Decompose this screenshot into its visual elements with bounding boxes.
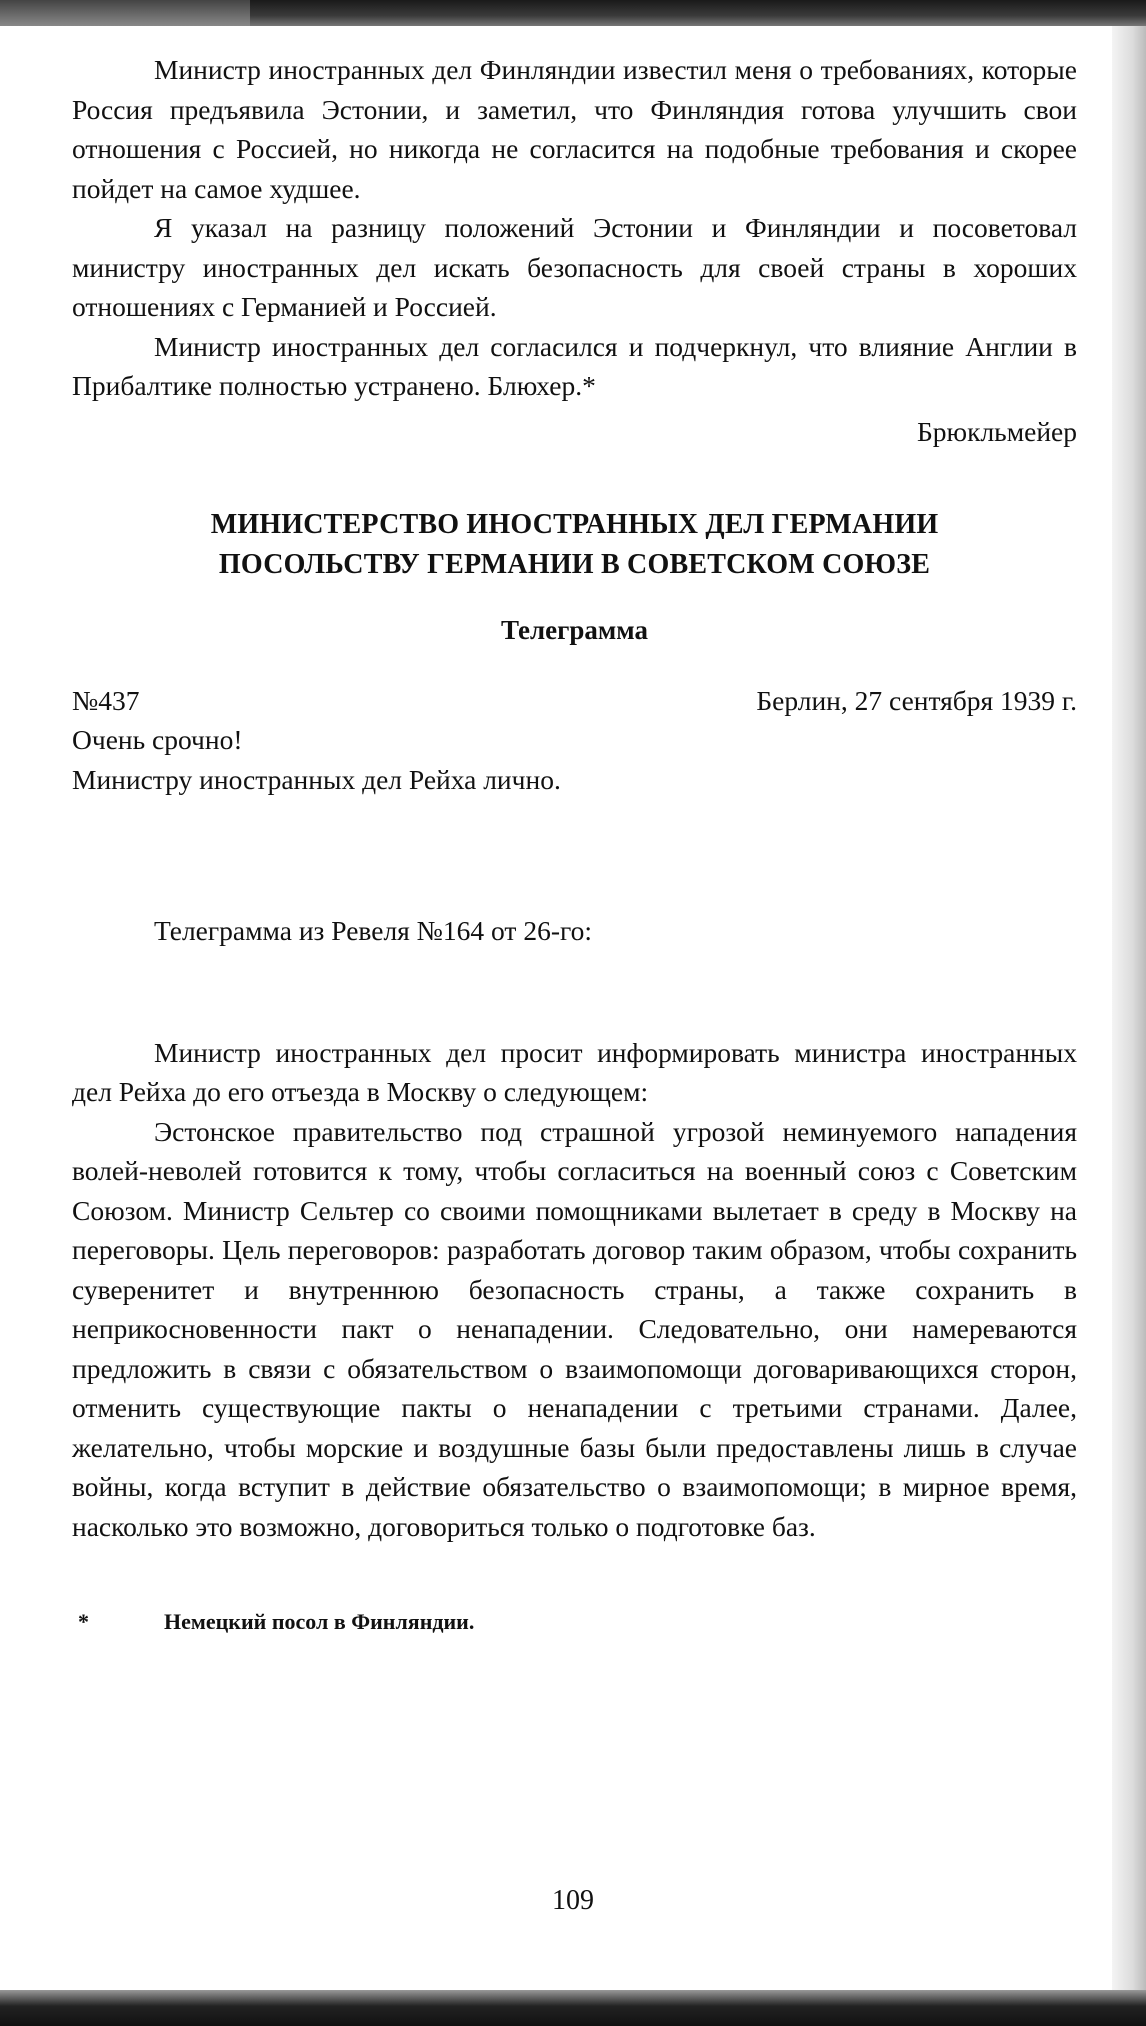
heading-line-2: ПОСОЛЬСТВУ ГЕРМАНИИ В СОВЕТСКОМ СОЮЗЕ xyxy=(218,549,931,580)
footnote-mark: * xyxy=(78,1609,89,1634)
telegram-number-row xyxy=(72,681,1077,721)
scan-bottom-edge xyxy=(0,1990,1146,2026)
telegram-body xyxy=(72,1033,1077,1547)
addressee: Министру иностранных дел Рейха лично. xyxy=(72,763,561,795)
paragraph-3: Министр иностранных дел согласился и подчеркнул, что влияние Англии в Прибалтике полностью устранено. Блюхер.* xyxy=(72,330,1077,401)
page-number: 109 xyxy=(552,1885,594,1916)
signature: Брюкльмейер xyxy=(917,415,1077,447)
scan-top-edge xyxy=(0,0,1146,26)
footnote xyxy=(72,1602,1077,1642)
paragraph-2: Я указал на разницу положений Эстонии и Финляндии и посоветовал министру иностранных дел искать безопасность для своей страны в хороших отношениях с Германией и Россией. xyxy=(72,212,1077,322)
scan-right-edge xyxy=(1112,26,1146,1990)
document-type: Телеграмма xyxy=(501,615,648,645)
urgency-note: Очень срочно! xyxy=(72,724,243,755)
telegram-subject: Телеграмма из Ревеля №164 от 26-го: xyxy=(154,915,592,946)
body-paragraph-1: Министр иностранных дел просит информировать министра иностранных дел Рейха до его отъезда в Москву о следующем: xyxy=(72,1036,1077,1107)
body-paragraph-2: Эстонское правительство под страшной угрозой неминуемого нападения волей-неволей готовится к тому, чтобы согласиться на военный союз с Советским Союзом. Министр Сельтер со своими помощниками вылетает в среду в Москву на переговоры. Цель переговоров: разработать договор таким образом, чтобы сохранить суверенитет и внутреннюю безопасность страны, а также сохранить в неприкосновенности пакт о ненападении. Следовательно, они намереваются предложить в связи с обязательством о взаимопомощи договаривающихся сторон, отменить существующие пакты о ненападении с третьими странами. Далее, желательно, чтобы морские и воздушные базы были предоставлены лишь в случае войны, когда вступит в действие обязательство о взаимопомощи; в мирное время, насколько это возможно, договориться только о подготовке баз. xyxy=(72,1115,1077,1542)
paragraph-1: Министр иностранных дел Финляндии известил меня о требованиях, которые Россия предъявила Эстонии, и заметил, что Финляндия готова улучшить свои отношения с Россией, но никогда не согласится на подобные требования и скорее пойдет на самое худшее. xyxy=(72,54,1077,204)
telegram-place-date: Берлин, 27 сентября 1939 г. xyxy=(756,684,1077,716)
telegram-number: №437 xyxy=(72,684,140,716)
document-page xyxy=(72,50,1077,1642)
footnote-text: Немецкий посол в Финляндии. xyxy=(164,1609,475,1634)
heading-line-1: МИНИСТЕРСТВО ИНОСТРАННЫХ ДЕЛ ГЕРМАНИИ xyxy=(210,509,939,540)
document-heading xyxy=(72,505,1077,585)
